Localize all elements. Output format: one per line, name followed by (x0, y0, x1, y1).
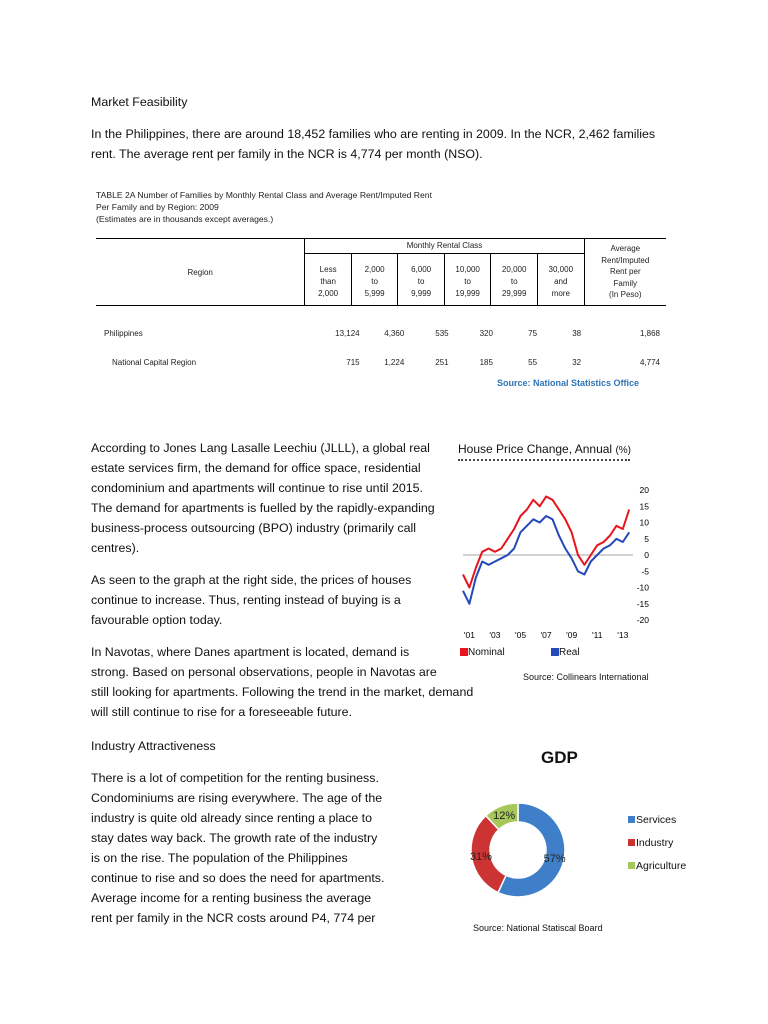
legend-nominal-swatch (460, 648, 468, 656)
column-header-1: Less than 2,000 (305, 253, 351, 305)
row-region: National Capital Region (112, 357, 197, 367)
services-swatch (628, 816, 635, 823)
x-tick-label: '03 (489, 630, 501, 640)
slice-label: 57% (543, 853, 566, 866)
y-tick-label: -20 (636, 615, 649, 625)
region-header: Region (187, 267, 213, 277)
paragraph-jll (91, 438, 435, 558)
text-line: The demand for apartments is fuelled by the rapidly-expanding (91, 501, 435, 515)
text-line: Condominiums are rising everywhere. The age of the (91, 791, 383, 805)
paragraph-navotas (91, 642, 473, 722)
cell: 75 (528, 328, 538, 338)
y-tick-label: -10 (636, 582, 649, 593)
text-line: industry is quite old already since renting a place to (91, 811, 373, 825)
text-line: rent per family in the NCR costs around P4, 774 per (91, 911, 376, 925)
y-tick-label: 20 (639, 485, 649, 495)
cell: 4,360 (384, 328, 405, 338)
text-line: There is a lot of competition for the renting business. (91, 771, 379, 785)
table-caption-line-2: Per Family and by Region: 2009 (96, 202, 219, 212)
text-line: As seen to the graph at the right side, the prices of houses (91, 573, 412, 587)
house-price-chart-title: House Price Change, Annual (%) (458, 442, 632, 456)
cell: 1,224 (384, 357, 405, 367)
gdp-donut (458, 790, 578, 910)
gdp-legend (628, 814, 686, 883)
intro-line-2: rent. The average rent per family in the NCR is 4,774 per month (NSO). (91, 147, 483, 161)
text-line: is on the rise. The population of the Philippines (91, 851, 348, 865)
text-line: still looking for apartments. Following the trend in the market, demand (91, 685, 474, 699)
table-row (96, 318, 666, 348)
text-line: condominium and apartments will continue to rise until 2015. (91, 481, 423, 495)
intro-line-1: In the Philippines, there are around 18,452 families who are renting in 2009. In the NCR, 2,462 families (91, 127, 656, 141)
cell: 715 (346, 357, 360, 367)
table-caption (96, 189, 432, 225)
monthly-rental-class-header: Monthly Rental Class (305, 239, 584, 253)
text-line: According to Jones Lang Lasalle Leechiu (JLLL), a global real (91, 441, 430, 455)
y-tick-label: 0 (644, 550, 649, 560)
column-header-3: 6,000 to 9,999 (398, 253, 444, 305)
gdp-source: Source: National Statiscal Board (473, 923, 603, 933)
column-header-6: 30,000 and more (538, 253, 585, 305)
series-line-nominal (463, 497, 629, 588)
industry-swatch (628, 839, 635, 846)
slice-label: 12% (493, 810, 516, 823)
legend-real: Real (551, 647, 580, 658)
table-source: Source: National Statistics Office (497, 378, 640, 388)
column-header-2: 2,000 to 5,999 (351, 253, 397, 305)
slice-label: 31% (469, 850, 492, 863)
rental-table (96, 238, 666, 376)
text-line: In Navotas, where Danes apartment is located, demand is (91, 645, 410, 659)
cell-average: 4,774 (639, 357, 660, 367)
house-price-source: Source: Collinears International (523, 672, 649, 682)
cell: 55 (528, 357, 538, 367)
x-tick-label: '05 (514, 630, 527, 640)
y-tick-label: -5 (641, 566, 649, 577)
row-region: Philippines (104, 328, 143, 338)
heading-market-feasibility: Market Feasibility (91, 95, 188, 109)
text-line: stay dates way back. The growth rate of the industry (91, 831, 378, 845)
paragraph-graph (91, 570, 411, 630)
legend-real-swatch (551, 648, 559, 656)
heading-industry-attractiveness: Industry Attractiveness (91, 739, 216, 753)
legend-nominal: Nominal (460, 647, 505, 658)
x-tick-label: '07 (540, 630, 552, 640)
text-line: continue to increase. Thus, renting instead of buying is a (91, 593, 401, 607)
intro-paragraph (91, 124, 655, 164)
series-line-real (463, 516, 629, 604)
text-line: will still continue to rise for a foreseeable future. (91, 705, 353, 719)
house-price-plot (455, 478, 670, 668)
column-header-4: 10,000 to 19,999 (444, 253, 491, 305)
text-line: business-process outsourcing (BPO) industry (primarily call (91, 521, 417, 535)
cell: 13,124 (335, 328, 360, 338)
table-caption-line-3: (Estimates are in thousands except averages.) (96, 214, 274, 224)
x-tick-label: '11 (591, 630, 603, 640)
agriculture-swatch (628, 862, 635, 869)
x-tick-label: '01 (463, 630, 475, 640)
cell: 185 (479, 357, 493, 367)
gdp-legend-agriculture: Agriculture (628, 860, 686, 883)
gdp-title: GDP (541, 748, 578, 767)
column-header-5: 20,000 to 29,999 (491, 253, 538, 305)
table-row (96, 348, 666, 376)
text-line: strong. Based on personal observations, people in Navotas are (91, 665, 437, 679)
cell-average: 1,868 (639, 328, 660, 338)
text-line: estate services firm, the demand for office space, residential (91, 461, 421, 475)
average-rent-header: Average Rent/Imputed Rent per Family (In Peso) (601, 244, 650, 300)
title-underline (458, 459, 630, 461)
y-tick-label: 10 (639, 517, 649, 528)
paragraph-industry (91, 768, 384, 928)
text-line: centres). (91, 541, 140, 555)
cell: 32 (572, 357, 582, 367)
gdp-legend-services: Services (628, 814, 686, 837)
text-line: Average income for a renting business the average (91, 891, 372, 905)
cell: 320 (479, 328, 493, 338)
x-tick-label: '09 (566, 630, 578, 640)
y-tick-label: 5 (644, 533, 649, 544)
y-tick-label: 15 (639, 501, 649, 512)
house-price-chart (458, 442, 668, 461)
text-line: favourable option today. (91, 613, 223, 627)
table-caption-line-1: TABLE 2A Number of Families by Monthly Rental Class and Average Rent/Imputed Rent (96, 190, 432, 200)
text-line: continue to rise and so does the need for apartments. (91, 871, 385, 885)
cell: 38 (572, 328, 582, 338)
x-tick-label: '13 (617, 630, 629, 640)
cell: 535 (435, 328, 449, 338)
gdp-legend-industry: Industry (628, 837, 686, 860)
cell: 251 (435, 357, 449, 367)
y-tick-label: -15 (636, 598, 649, 609)
